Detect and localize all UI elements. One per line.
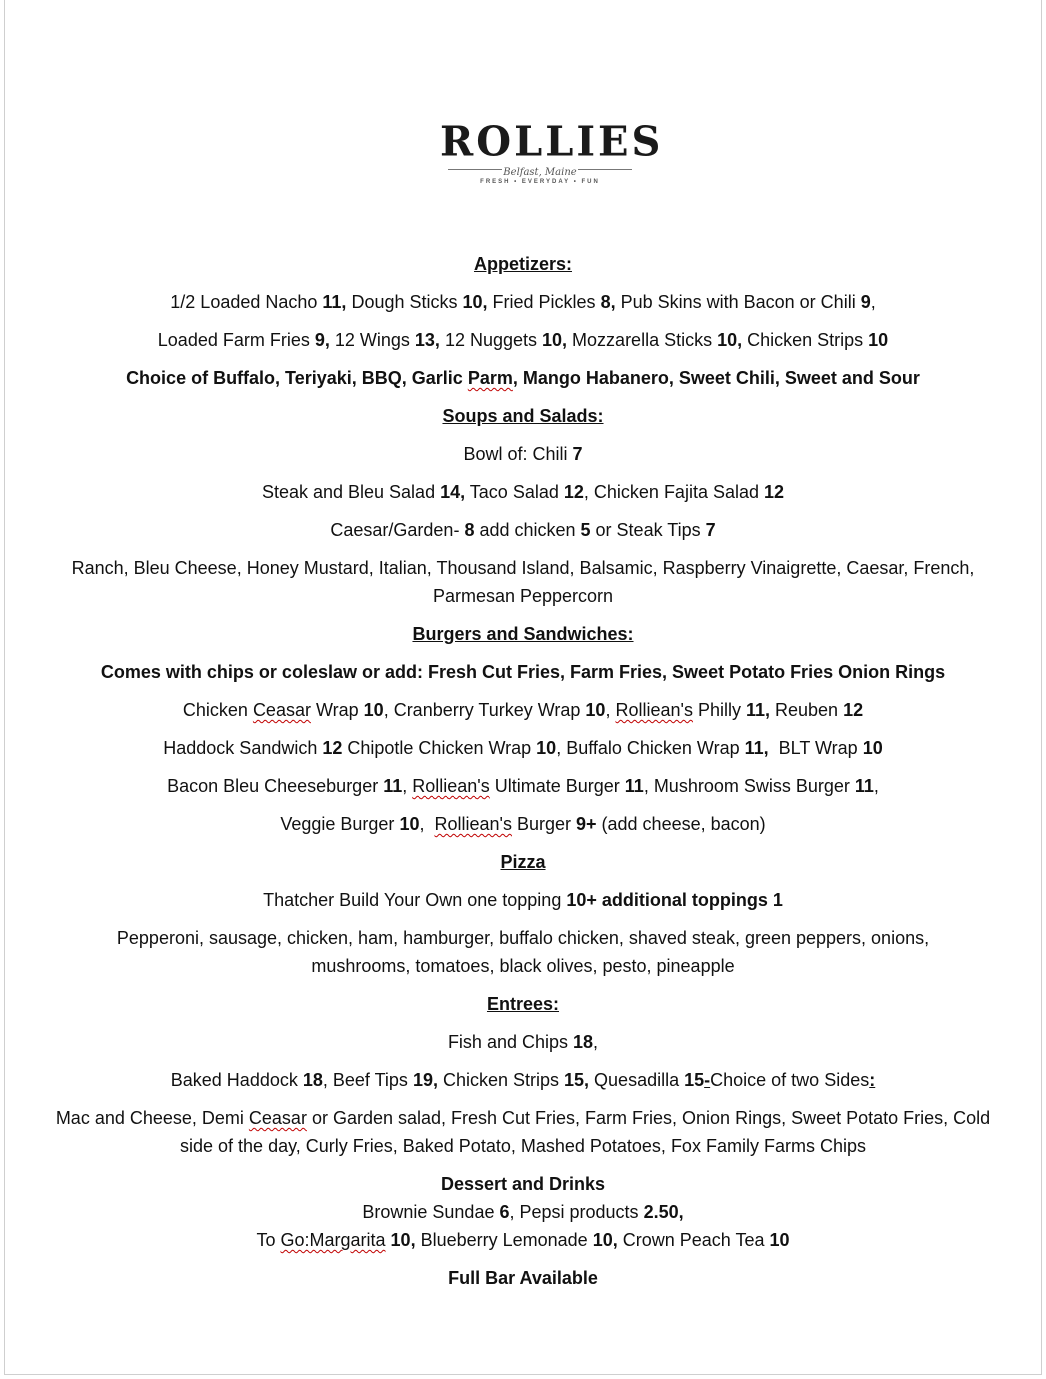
dessert-line-2: To Go:Margarita 10, Blueberry Lemonade 10, Crown Peach Tea 10: [256, 1230, 790, 1250]
logo-rule-right: [578, 169, 632, 170]
pizza-line-1: Thatcher Build Your Own one topping 10+ additional toppings 1: [263, 890, 783, 910]
pizza-heading: Pizza: [500, 852, 546, 872]
appetizers-line-2: Loaded Farm Fries 9, 12 Wings 13, 12 Nuggets 10, Mozzarella Sticks 10, Chicken Strips 10: [157, 330, 889, 350]
rollies-logo: [440, 117, 664, 192]
menu-body: [0, 250, 1046, 1292]
burgers-sides: Comes with chips or coleslaw or add: Fresh Cut Fries, Farm Fries, Sweet Potato Fries Onion Rings: [100, 662, 946, 682]
burgers-line-2: Haddock Sandwich 12 Chipotle Chicken Wrap 10, Buffalo Chicken Wrap 11, BLT Wrap 10: [163, 738, 883, 758]
burgers-line-1: Chicken Ceasar Wrap 10, Cranberry Turkey Wrap 10, Rolliean's Philly 11, Reuben 12: [182, 700, 864, 720]
entrees-line-2: Baked Haddock 18, Beef Tips 19, Chicken Strips 15, Quesadilla 15-Choice of two Sides:: [170, 1070, 876, 1090]
logo-wordmark: ROLLIES: [440, 117, 664, 166]
soups-line-3: Caesar/Garden- 8 add chicken 5 or Steak Tips 7: [330, 520, 716, 540]
appetizers-sauces: Choice of Buffalo, Teriyaki, BBQ, Garlic Parm, Mango Habanero, Sweet Chili, Sweet and Sour: [126, 368, 920, 388]
full-bar-note: Full Bar Available: [448, 1268, 598, 1288]
burgers-heading: Burgers and Sandwiches:: [412, 624, 634, 644]
logo-rule-left: [448, 169, 502, 170]
dressings-list: Ranch, Bleu Cheese, Honey Mustard, Italian, Thousand Island, Balsamic, Raspberry Vinaigrette, Caesar, French, Parmesan Peppercorn: [71, 558, 975, 606]
soups-line-1: Bowl of: Chili 7: [463, 444, 583, 464]
appetizers-line-1: 1/2 Loaded Nacho 11, Dough Sticks 10, Fried Pickles 8, Pub Skins with Bacon or Chili 9,: [170, 292, 876, 312]
logo-location: Belfast, Maine: [503, 167, 577, 178]
entrees-line-1: Fish and Chips 18,: [447, 1032, 599, 1052]
burgers-line-3: Bacon Bleu Cheeseburger 11, Rolliean's Ultimate Burger 11, Mushroom Swiss Burger 11,: [167, 776, 879, 796]
soups-line-2: Steak and Bleu Salad 14, Taco Salad 12, Chicken Fajita Salad 12: [261, 482, 785, 502]
dessert-heading: Dessert and Drinks: [440, 1174, 606, 1194]
pizza-toppings: Pepperoni, sausage, chicken, ham, hamburger, buffalo chicken, shaved steak, green peppers, onions, mushrooms, tomatoes, black olives, pesto, pineapple: [116, 928, 930, 976]
appetizers-heading: Appetizers:: [473, 254, 572, 274]
soups-heading: Soups and Salads:: [442, 406, 604, 426]
dessert-line-1: Brownie Sundae 6, Pepsi products 2.50,: [362, 1202, 684, 1222]
entrees-sides: Mac and Cheese, Demi Ceasar or Garden salad, Fresh Cut Fries, Farm Fries, Onion Rings, Sweet Potato Fries, Cold side of the day, Curly Fries, Baked Potato, Mashed Potatoes, Fox Family Farms Chips: [55, 1108, 991, 1156]
logo-tagline: FRESH • EVERYDAY • FUN: [480, 179, 600, 185]
burgers-line-4: Veggie Burger 10, Rolliean's Burger 9+ (add cheese, bacon): [280, 814, 766, 834]
entrees-heading: Entrees:: [486, 994, 560, 1014]
